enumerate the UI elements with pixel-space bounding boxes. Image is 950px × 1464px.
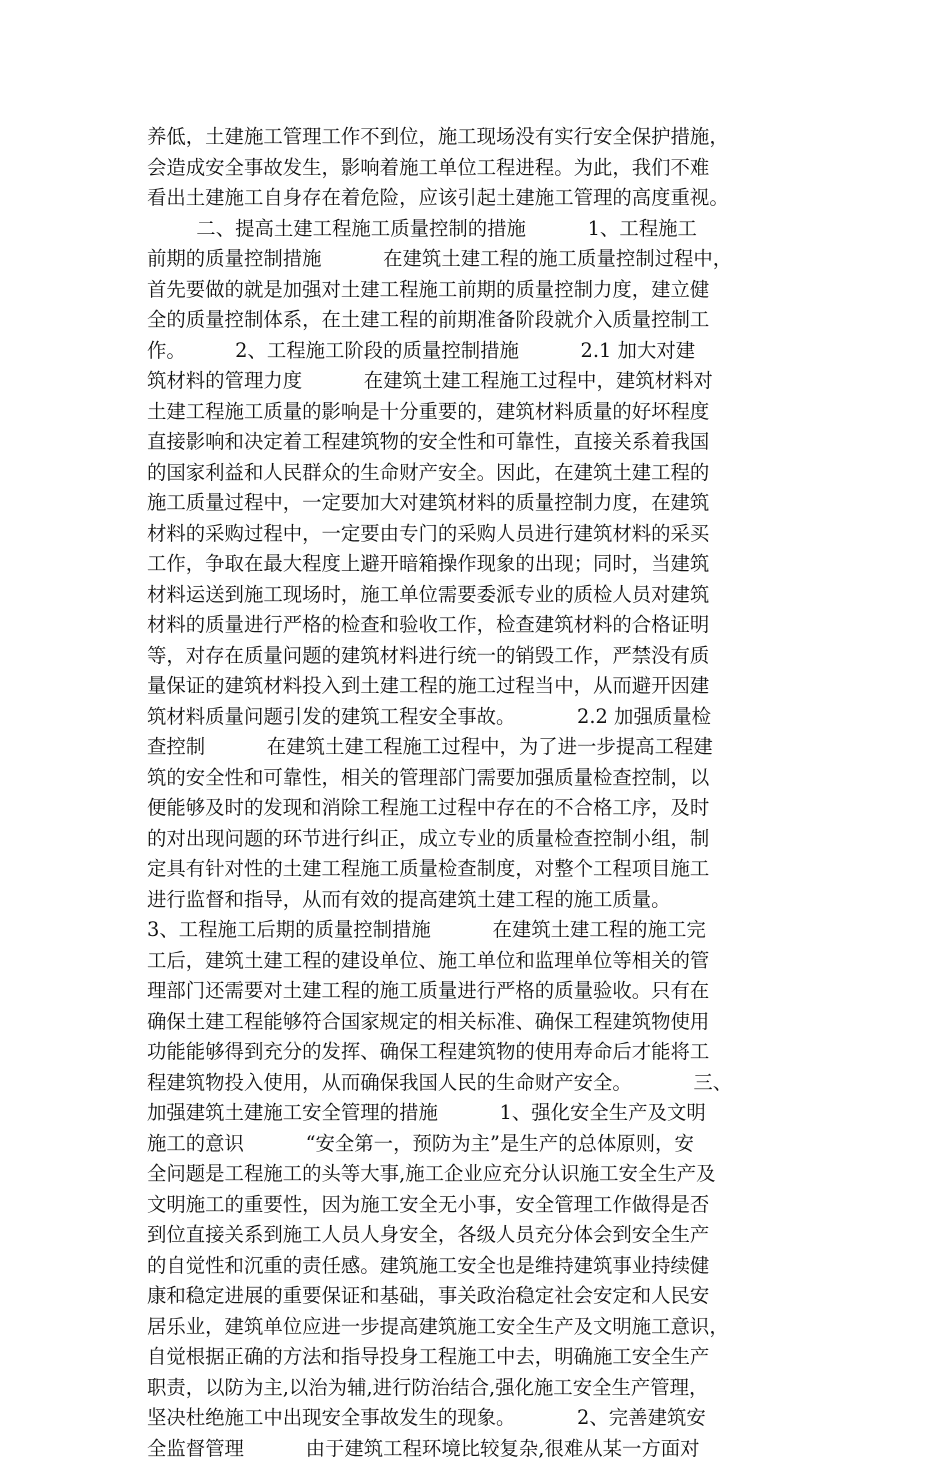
text-line: 施工质量过程中，一定要加大对建筑材料的质量控制力度，在建筑 <box>147 488 807 519</box>
text-line: 看出土建施工自身存在着危险，应该引起土建施工管理的高度重视。 <box>147 183 807 214</box>
text-line: 文明施工的重要性，因为施工安全无小事，安全管理工作做得是否 <box>147 1190 807 1221</box>
text-line: 前期的质量控制措施 在建筑土建工程的施工质量控制过程中， <box>147 244 807 275</box>
text-line: 量保证的建筑材料投入到土建工程的施工过程当中，从而避开因建 <box>147 671 807 702</box>
text-line: 土建工程施工质量的影响是十分重要的，建筑材料质量的好坏程度 <box>147 397 807 428</box>
text-line: 二、提高土建工程施工质量控制的措施 1、工程施工 <box>147 214 807 245</box>
text-line: 筑的安全性和可靠性，相关的管理部门需要加强质量检查控制，以 <box>147 763 807 794</box>
text-line: 会造成安全事故发生，影响着施工单位工程进程。为此，我们不难 <box>147 153 807 184</box>
text-line: 居乐业，建筑单位应进一步提高建筑施工安全生产及文明施工意识， <box>147 1312 807 1343</box>
text-line: 工作，争取在最大程度上避开暗箱操作现象的出现；同时，当建筑 <box>147 549 807 580</box>
text-line: 理部门还需要对土建工程的施工质量进行严格的质量验收。只有在 <box>147 976 807 1007</box>
text-line: 材料的采购过程中，一定要由专门的采购人员进行建筑材料的采买 <box>147 519 807 550</box>
text-line: 直接影响和决定着工程建筑物的安全性和可靠性，直接关系着我国 <box>147 427 807 458</box>
text-line: 工后，建筑土建工程的建设单位、施工单位和监理单位等相关的管 <box>147 946 807 977</box>
body-text <box>147 122 807 1464</box>
text-line: 3、工程施工后期的质量控制措施 在建筑土建工程的施工完 <box>147 915 807 946</box>
text-line: 到位直接关系到施工人员人身安全，各级人员充分体会到安全生产 <box>147 1220 807 1251</box>
text-line: 进行监督和指导，从而有效的提高建筑土建工程的施工质量。 <box>147 885 807 916</box>
text-line: 康和稳定进展的重要保证和基础，事关政治稳定社会安定和人民安 <box>147 1281 807 1312</box>
text-line: 材料的质量进行严格的检查和验收工作，检查建筑材料的合格证明 <box>147 610 807 641</box>
text-line: 定具有针对性的土建工程施工质量检查制度，对整个工程项目施工 <box>147 854 807 885</box>
text-line: 全监督管理 由于建筑工程环境比较复杂,很难从某一方面对 <box>147 1434 807 1464</box>
text-line: 材料运送到施工现场时，施工单位需要委派专业的质检人员对建筑 <box>147 580 807 611</box>
text-line: 的国家利益和人民群众的生命财产安全。因此，在建筑土建工程的 <box>147 458 807 489</box>
text-line: 确保土建工程能够符合国家规定的相关标准、确保工程建筑物使用 <box>147 1007 807 1038</box>
text-line: 查控制 在建筑土建工程施工过程中，为了进一步提高工程建 <box>147 732 807 763</box>
text-line: 全的质量控制体系，在土建工程的前期准备阶段就介入质量控制工 <box>147 305 807 336</box>
text-line: 自觉根据正确的方法和指导投身工程施工中去，明确施工安全生产 <box>147 1342 807 1373</box>
text-line: 施工的意识 “安全第一，预防为主”是生产的总体原则，安 <box>147 1129 807 1160</box>
text-line: 等，对存在质量问题的建筑材料进行统一的销毁工作，严禁没有质 <box>147 641 807 672</box>
text-line: 全问题是工程施工的头等大事,施工企业应充分认识施工安全生产及 <box>147 1159 807 1190</box>
text-line: 坚决杜绝施工中出现安全事故发生的现象。 2、完善建筑安 <box>147 1403 807 1434</box>
text-line: 的自觉性和沉重的责任感。建筑施工安全也是维持建筑事业持续健 <box>147 1251 807 1282</box>
text-line: 筑材料质量问题引发的建筑工程安全事故。 2.2 加强质量检 <box>147 702 807 733</box>
text-line: 职责，以防为主,以治为辅,进行防治结合,强化施工安全生产管理， <box>147 1373 807 1404</box>
text-line: 便能够及时的发现和消除工程施工过程中存在的不合格工序，及时 <box>147 793 807 824</box>
text-line: 筑材料的管理力度 在建筑土建工程施工过程中，建筑材料对 <box>147 366 807 397</box>
text-line: 首先要做的就是加强对土建工程施工前期的质量控制力度，建立健 <box>147 275 807 306</box>
text-line: 程建筑物投入使用，从而确保我国人民的生命财产安全。 三、 <box>147 1068 807 1099</box>
text-line: 功能能够得到充分的发挥、确保工程建筑物的使用寿命后才能将工 <box>147 1037 807 1068</box>
text-line: 的对出现问题的环节进行纠正，成立专业的质量检查控制小组，制 <box>147 824 807 855</box>
text-line: 加强建筑土建施工安全管理的措施 1、强化安全生产及文明 <box>147 1098 807 1129</box>
text-line: 作。 2、工程施工阶段的质量控制措施 2.1 加大对建 <box>147 336 807 367</box>
text-line: 养低，土建施工管理工作不到位，施工现场没有实行安全保护措施， <box>147 122 807 153</box>
